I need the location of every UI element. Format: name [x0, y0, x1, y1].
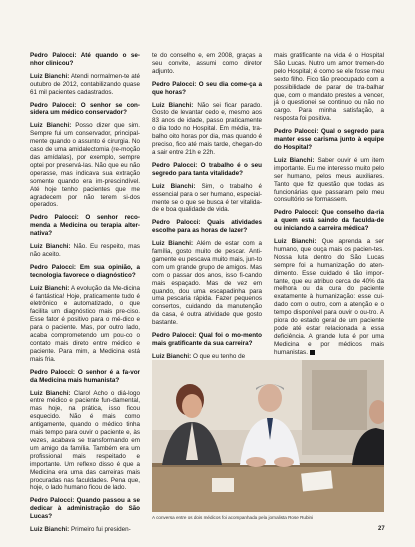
interview-answer — [274, 157, 384, 204]
speaker-label: Luiz Bianchi: — [152, 101, 194, 109]
answer-text: Sim, o trabalho é essencial para o ser humano, especial-mente se o que se busca é ter vitalida-de e boa qualidade de vida. — [152, 182, 263, 214]
interview-photo — [152, 360, 384, 512]
speaker-label: Luiz Bianchi: — [30, 72, 70, 80]
speaker-label: Luiz Bianchi: — [30, 284, 70, 292]
answer-text: Além de estar com a família, gosto muito de pescar. Anti-gamente eu pescava muito mais, jun-to com um grande grupo de amigos. Mas com o passar dos anos, isso fi-cando mais espaçado. Mas de vez em quando, dou uma escapadinha para uma pescaria rápida. Fazer pequenos consertos, cuidando da manutenção da casa, é outra atividade que gosto bastante. — [152, 240, 263, 327]
interview-photo-illustration — [152, 360, 384, 512]
interview-answer — [30, 285, 140, 364]
answer-text: mais gratificante na vida é o Hospital São Lucas. Nutro um amor tremen-do pelo Hospital; é como se ele fosse meu sexto filho. Fico tão preocupado com a possibilidade de parar de tra-balhar que, com o mandato prestes a vencer, já o questionei se continuo ou não no cargo. Para minha satisfação, a resposta foi positiva. — [274, 52, 384, 123]
interview-question: Pedro Palocci: Quais atividades escolhe para as horas de lazer? — [152, 219, 262, 235]
speaker-label: Luiz Bianchi: — [30, 526, 70, 534]
answer-text: Atendi normalmen-te até outubro de 2012, contabilizando quase 61 mil pacientes cadastrados. — [30, 72, 140, 96]
answer-text: A evolução da Me-dicina é fantástica! Hoje, praticamente tudo é eletrônico e automatizado, o que facilita um diagnóstico mais pre-ciso. Esse fator é positivo para o mé-dico e para o paciente. Mas, por outro lado, acaba comprometendo um pou-co o contato mais direto entre médico e paciente. Para mim, a Medicina está mais fria. — [30, 284, 140, 363]
speaker-label: Luiz Bianchi: — [274, 156, 315, 164]
answer-text: O que eu tenho de — [192, 352, 246, 360]
speaker-label: Luiz Bianchi: — [274, 238, 317, 246]
article-end-mark — [310, 350, 315, 355]
interview-answer — [274, 52, 384, 123]
speaker-label: Luiz Bianchi: — [152, 182, 196, 190]
interview-question: Pedro Palocci: O trabalho é o seu segredo para tanta vitalidade? — [152, 161, 262, 177]
interview-answer — [274, 238, 384, 357]
interview-question: Pedro Palocci: O senhor reco-menda a Medicina ou terapia alter-nativa? — [30, 214, 140, 238]
interview-question: Pedro Palocci: O senhor é a fa-vor da Medicina mais humanista? — [30, 368, 140, 384]
photo-caption: A conversa entre os dois médicos foi acompanhada pela jornalista Rose Rubini — [152, 515, 314, 520]
answer-text: Que aprenda a ser humano, que ouça mais os pacien-tes. Nossa luta dentro do São Lucas sempre foi a humanização do aten-dimento. Esse cuidado é tão impor-tante, que eu atribuo cerca de 40% da melhora ou da cura do paciente exatamente à humanização: esse cui-dado com o outro, com a atenção e o tempo disponível para ouvir o ou-tro. A piora do estado geral de um paciente pode até estar relacionada a essa deficiência. A grande luta é por uma Medicina e por médicos mais humanistas. — [274, 238, 384, 356]
interview-answer — [152, 52, 262, 76]
answer-text: Posso dizer que sim. Sempre fui um conservador, principal-mente quando o assunto é cirurgia. No caso de uma amidalectomia (re-moção das amídalas), por exemplo, sempre optei por preservá-las. Não que eu não operasse, mas indicava sua extração somente quando era im-prescindível. Até hoje tenho pacientes que me agradecem por não terem si-dos operados. — [30, 122, 140, 209]
interview-question: Pedro Palocci: Até quando o se-nhor clinicou? — [30, 52, 140, 67]
article-column-2 — [152, 52, 262, 366]
speaker-label: Luiz Bianchi: — [152, 352, 192, 360]
interview-answer — [30, 122, 140, 209]
interview-question: Pedro Palocci: Qual o segredo para manter esse carisma junto à equipe do Hospital? — [274, 128, 384, 151]
interview-question: Pedro Palocci: O seu dia come-ça a que horas? — [152, 80, 262, 96]
interview-answer — [152, 102, 262, 157]
interview-answer — [30, 390, 140, 493]
interview-answer — [30, 526, 140, 534]
interview-question: Pedro Palocci: O senhor se con-sidera um médico conservador? — [30, 101, 140, 117]
answer-text: Não sei ficar parado. Gosto de levantar cedo e, mesmo aos 83 anos de idade, passo praticamente o dia todo no Hospital. Em média, tra-balho oito horas por dia, mas quando é preciso, fico até mais tarde, chegan-do a sair entre 21h e 22h. — [152, 101, 263, 156]
interview-question: Pedro Palocci: Qual foi o mo-mento mais gratificante da sua carreira? — [152, 332, 262, 347]
interview-question: Pedro Palocci: Que conselho da-ria a quem está saindo da faculda-de ou iniciando a carreira médica? — [274, 209, 384, 233]
answer-text: Claro! Acho o diá-logo entre médico e paciente fun-damental, mas hoje, na prática, isso ficou esquecido. Não é mais como antigamente, quando o médico tinha mais tempo para ouvir o paciente e, às vezes, acabava se transformando em um amigo da família. Também era um profissional mais respeitado e importante. Um reflexo disso é que a Medicina era uma das carreiras mais procuradas nas faculdades. Pena que, hoje, o lado humano ficou de lado. — [30, 389, 140, 492]
interview-answer — [30, 243, 140, 259]
speaker-label: Luiz Bianchi: — [30, 243, 71, 251]
page-number: 27 — [378, 526, 385, 532]
interview-answer — [152, 240, 262, 327]
article-column-3 — [274, 52, 384, 362]
answer-text: te do conselho e, em 2008, graças a seu convite, assumi como diretor adjunto. — [152, 52, 262, 75]
answer-text: Primeiro fui presiden- — [70, 526, 131, 534]
speaker-label: Luiz Bianchi: — [152, 240, 194, 248]
interview-question: Pedro Palocci: Quando passou a se dedicar à administração do São Lucas? — [30, 497, 140, 521]
answer-text: Saber ouvir é um item importante. Eu me interesso muito pelo ser humano, pelos meus auxiliares. Tanto que fiz questão que todas as funcionárias que passaram pelo meu consultório se formassem. — [274, 156, 385, 204]
interview-question: Pedro Palocci: Em sua opinião, a tecnologia favorece o diagnóstico? — [30, 263, 140, 279]
speaker-label: Luiz Bianchi: — [30, 389, 71, 397]
interview-answer — [30, 73, 140, 97]
article-column-1 — [30, 52, 140, 539]
answer-text: Não. Eu respeito, mas não aceito. — [30, 243, 140, 258]
speaker-label: Luiz Bianchi: — [30, 122, 72, 130]
interview-answer — [152, 183, 262, 215]
